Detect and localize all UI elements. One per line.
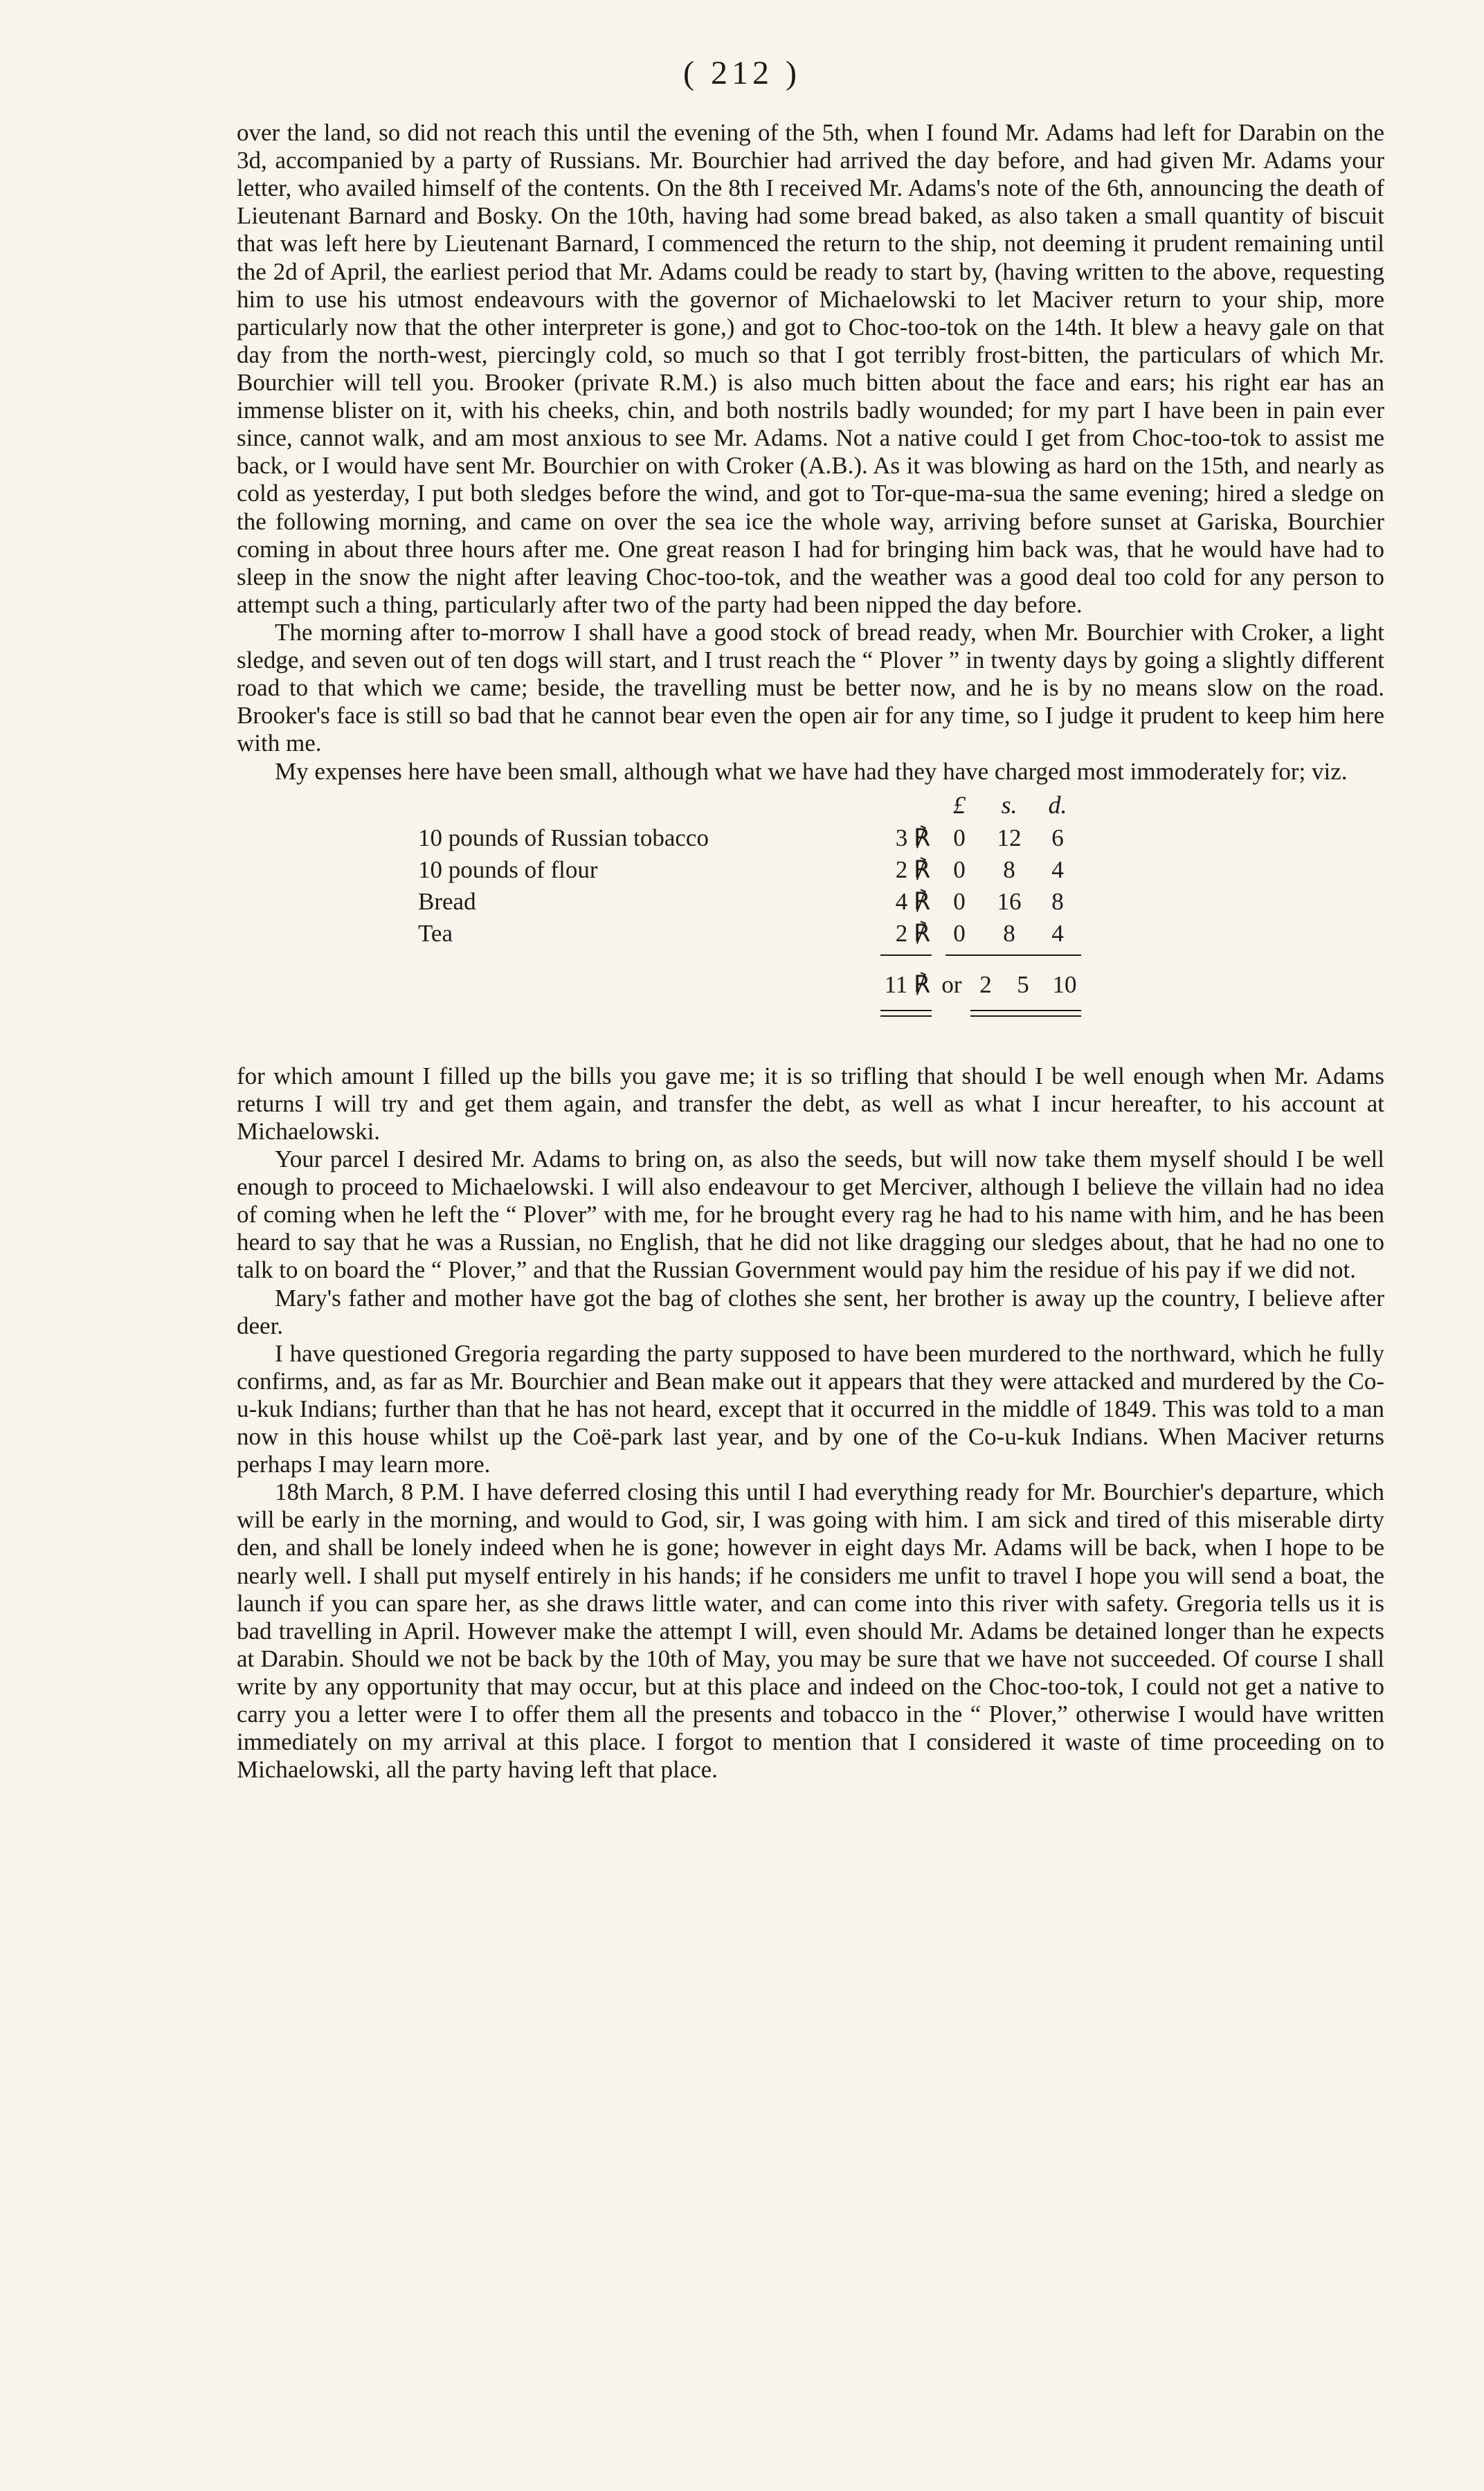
expenses-table: [237, 790, 1384, 1054]
expense-pounds: 0: [953, 824, 966, 851]
expense-item: 10 pounds of Russian tobacco: [418, 824, 709, 851]
expense-shillings: 8: [1003, 855, 1015, 883]
paragraph-2: The morning after to-morrow I shall have a good stock of bread ready, when Mr. Bourchier with Croker, a light sledge, and seven out of ten dogs will start, and I trust reach the “ Plover ” in twenty days by going a slightly different road to that which we came; beside, the travelling must be better now, and he is by no means slow on the road. Brooker's face is still so bad that he cannot bear even the open air for any time, so I judge it prudent to keep him here with me.: [237, 618, 1384, 757]
expense-row: [237, 824, 1384, 855]
expense-item: 10 pounds of flour: [418, 855, 598, 883]
expense-item: Tea: [418, 919, 453, 947]
total-or: or: [941, 970, 962, 998]
expense-shillings: 12: [997, 824, 1022, 851]
expense-row: [237, 888, 1384, 918]
paragraph-7: I have questioned Gregoria regarding the party supposed to have been murdered to the northward, which he fully confirms, and, as far as Mr. Bourchier and Bean make out it appears that they were attacked and murdered by the Co-u-kuk Indians; further than that he has not heard, except that it occurred in the middle of 1849. This was told to a man now in this house whilst up the Coë-park last year, and by one of the Co-u-kuk Indians. When Maciver returns perhaps I may learn more.: [237, 1339, 1384, 1478]
paragraph-6: Mary's father and mother have got the bag of clothes she sent, her brother is away up the country, I believe after deer.: [237, 1284, 1384, 1339]
expense-roubles: 3 ℟: [895, 824, 930, 851]
total-rule-roubles-2: [880, 1015, 932, 1017]
expense-pence: 4: [1051, 855, 1064, 883]
expense-shillings: 8: [1003, 919, 1015, 947]
letter-body: [237, 119, 1384, 1784]
paragraph-1: over the land, so did not reach this until the evening of the 5th, when I found Mr. Adams had left for Darabin on the 3d, accompanied by a party of Russians. Mr. Bourchier had arrived the day before, and had given Mr. Adams your letter, who availed himself of the contents. On the 8th I received Mr. Adams's note of the 6th, announcing the death of Lieutenant Barnard and Bosky. On the 10th, having had some bread baked, as also taken a small quantity of biscuit that was left here by Lieutenant Barnard, I commenced the return to the ship, not deeming it prudent remaining until the 2d of April, the earliest period that Mr. Adams could be ready to start by, (having written to the above, requesting him to use his utmost endeavours with the governor of Michaelowski to let Maciver return to your ship, more particularly now that the other interpreter is gone,) and got to Choc-too-tok on the 14th. It blew a heavy gale on that day from the north-west, piercingly cold, so much so that I got terribly frost-bitten, the particulars of which Mr. Bourchier will tell you. Brooker (private R.M.) is also much bitten about the face and ears; his right ear has an immense blister on it, with his cheeks, chin, and both nostrils badly wounded; for my part I have been in pain ever since, cannot walk, and am most anxious to see Mr. Adams. Not a native could I get from Choc-too-tok to assist me back, or I would have sent Mr. Bourchier on with Croker (A.B.). As it was blowing as hard on the 15th, and nearly as cold as yesterday, I put both sledges before the wind, and got to Tor-que-ma-sua the same evening; hired a sledge on the following morning, and came on over the sea ice the whole way, arriving before sunset at Gariska, Bourchier coming in about three hours after me. One great reason I had for bringing him back was, that he would have had to sleep in the snow the night after leaving Choc-too-tok, and the weather was a good deal too cold for any person to attempt such a thing, particularly after two of the party had been nipped the day before.: [237, 119, 1384, 618]
expense-roubles: 2 ℟: [895, 855, 930, 883]
expense-pounds: 0: [953, 887, 966, 915]
expense-pence: 8: [1051, 887, 1064, 915]
total-shillings: 5: [1017, 970, 1029, 998]
subtotal-rule-roubles: [880, 954, 932, 956]
header-pounds: £: [953, 790, 966, 819]
expense-pence: 6: [1051, 824, 1064, 851]
total-rule-roubles-1: [880, 1010, 932, 1011]
paragraph-5: Your parcel I desired Mr. Adams to bring on, as also the seeds, but will now take them myself should I be well enough to proceed to Michaelowski. I will also endeavour to get Merciver, although I believe the villain had no idea of coming when he left the “ Plover” with me, for he brought every rag he had to his name with him, and he has been heard to say that he was a Russian, no English, that he did not like dragging our sledges about, that he had no one to talk to on board the “ Plover,” and that the Russian Government would pay him the residue of his pay if we did not.: [237, 1145, 1384, 1284]
total-pounds: 2: [979, 970, 992, 998]
expense-pounds: 0: [953, 855, 966, 883]
paragraph-4: for which amount I filled up the bills you gave me; it is so trifling that should I be well enough when Mr. Adams returns I will try and get them again, and transfer the debt, as well as what I incur hereafter, to his account at Michaelowski.: [237, 1062, 1384, 1145]
expense-row: [237, 856, 1384, 887]
expense-total-row: [237, 971, 1384, 1002]
total-rule-money-1: [970, 1010, 1081, 1011]
expense-row: [237, 920, 1384, 950]
subtotal-rule-money: [945, 954, 1081, 956]
page-number: ( 212 ): [683, 55, 801, 91]
expense-roubles: 2 ℟: [895, 919, 930, 947]
total-rule-money-2: [970, 1015, 1081, 1017]
expense-item: Bread: [418, 887, 476, 915]
expense-roubles: 4 ℟: [895, 887, 930, 915]
expense-shillings: 16: [997, 887, 1022, 915]
paragraph-3: My expenses here have been small, although what we have had they have charged most immoderately for; viz.: [275, 757, 1348, 785]
paragraph-8: 18th March, 8 P.M. I have deferred closing this until I had everything ready for Mr. Bourchier's departure, which will be early in the morning, and would to God, sir, I was going with him. I am sick and tired of this miserable dirty den, and shall be lonely indeed when he is gone; however in eight days Mr. Adams will be back, when I hope to be nearly well. I shall put myself entirely in his hands; if he considers me unfit to travel I hope you will send a boat, the launch if you can spare her, as she draws little water, and can come into this river with safety. Gregoria tells us it is bad travelling in April. However make the attempt I will, even should Mr. Adams be detained longer than he expects at Darabin. Should we not be back by the 10th of May, you may be sure that we have not succeeded. Of course I shall write by any opportunity that may occur, but at this place and indeed on the Choc-too-tok, I could not get a native to carry you a letter were I to offer them all the presents and tobacco in the “ Plover,” otherwise I would have written immediately on my arrival at this place. I forgot to mention that I considered it waste of time proceeding on to Michaelowski, all the party having left that place.: [237, 1478, 1384, 1784]
expense-pounds: 0: [953, 919, 966, 947]
header-pence: d.: [1048, 790, 1067, 819]
expense-pence: 4: [1051, 919, 1064, 947]
header-shillings: s.: [1001, 790, 1017, 819]
total-roubles: 11 ℟: [884, 970, 930, 998]
total-pence: 10: [1052, 970, 1077, 998]
